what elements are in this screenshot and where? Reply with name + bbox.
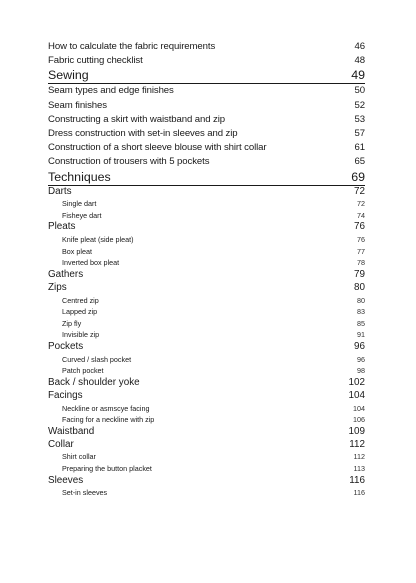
toc-entry[interactable] [48,155,365,169]
toc-entry-title: Constructing a skirt with waistband and zip [48,113,226,125]
toc-topic-title: Back / shoulder yoke [48,377,140,389]
toc-entry-page: 57 [354,127,365,139]
toc-topic-page: 96 [354,341,365,353]
toc-subentry[interactable] [48,354,365,366]
toc-topic-page: 72 [354,185,365,197]
toc-subentry[interactable] [48,365,365,377]
toc-subentry-page: 83 [357,307,365,317]
toc-subentry-page: 85 [357,318,365,328]
toc-entry[interactable] [48,127,365,141]
toc-topic[interactable] [48,475,365,488]
toc-subentry-title: Lapped zip [62,307,98,317]
toc-subentry[interactable] [48,210,365,222]
techniques-list [48,186,365,499]
toc-entry-page: 48 [354,55,365,67]
toc-subentry-title: Patch pocket [62,366,104,376]
toc-entry-title: Fabric cutting checklist [48,55,143,67]
toc-topic-page: 76 [354,221,365,233]
toc-subentry-page: 98 [357,366,365,376]
toc-subentry-page: 91 [357,330,365,340]
toc-subentry-page: 74 [357,210,365,220]
toc-subentry-page: 116 [353,488,365,498]
toc-subentry-title: Fisheye dart [62,210,102,220]
toc-subentry[interactable] [48,451,365,463]
toc-subentry-title: Box pleat [62,246,92,256]
toc-subentry-page: 77 [357,246,365,256]
toc-subentry-page: 80 [357,295,365,305]
toc-topic-title: Darts [48,185,72,197]
toc-subentry[interactable] [48,329,365,341]
toc-subentry-page: 104 [353,403,365,413]
toc-entry[interactable] [48,99,365,113]
section-header-techniques[interactable] [48,170,365,186]
toc-subentry-title: Facing for a neckline with zip [62,415,155,425]
toc-topic-title: Zips [48,281,67,293]
toc-subentry[interactable] [48,403,365,415]
toc-subentry-page: 78 [357,258,365,268]
toc-entry[interactable] [48,84,365,98]
toc-subentry[interactable] [48,318,365,330]
toc-topic-title: Collar [48,438,74,450]
toc-topic[interactable] [48,186,365,199]
section-page: 49 [351,68,365,83]
toc-subentry-title: Knife pleat (side pleat) [62,235,134,245]
toc-topic-page: 112 [349,438,365,450]
toc-entry-title: How to calculate the fabric requirements [48,41,216,52]
toc-subentry-title: Zip fly [62,318,82,328]
toc-subentry-title: Preparing the button placket [62,463,152,473]
toc-topic[interactable] [48,377,365,390]
toc-subentry[interactable] [48,306,365,318]
section-page: 69 [351,169,365,184]
toc-subentry-page: 76 [357,235,365,245]
toc-subentry-title: Single dart [62,199,97,209]
table-of-contents [48,40,365,499]
toc-subentry[interactable] [48,463,365,475]
toc-subentry-page: 106 [353,415,365,425]
toc-entry-page: 50 [354,85,365,97]
toc-subentry-title: Set-in sleeves [62,488,108,498]
toc-topic[interactable] [48,269,365,282]
toc-entry-page: 46 [354,41,365,52]
toc-entry-page: 65 [354,156,365,168]
toc-subentry[interactable] [48,487,365,499]
toc-subentry-page: 72 [357,199,365,209]
toc-subentry-title: Shirt collar [62,452,96,462]
toc-entry-title: Dress construction with set-in sleeves and zip [48,127,238,139]
toc-topic-page: 102 [348,377,365,389]
toc-subentry-page: 112 [353,452,365,462]
toc-topic-title: Facings [48,389,83,401]
section-header-sewing[interactable] [48,68,365,84]
toc-subentry[interactable] [48,414,365,426]
toc-subentry-title: Centred zip [62,295,99,305]
toc-entry-title: Construction of a short sleeve blouse with shirt collar [48,142,267,154]
toc-topic-title: Pleats [48,221,76,233]
toc-subentry-page: 96 [357,354,365,364]
toc-entry-title: Seam types and edge finishes [48,85,174,97]
toc-topic-title: Pockets [48,341,84,353]
toc-subentry[interactable] [48,295,365,307]
toc-subentry-title: Inverted box pleat [62,258,120,268]
toc-entry-title: Construction of trousers with 5 pockets [48,156,210,168]
toc-entry-page: 53 [354,113,365,125]
toc-topic-page: 80 [354,281,365,293]
toc-topic-page: 109 [348,425,365,437]
toc-entry[interactable] [48,113,365,127]
toc-subentry[interactable] [48,246,365,258]
toc-topic-page: 79 [354,269,365,281]
toc-subentry[interactable] [48,198,365,210]
toc-entry-page: 61 [354,142,365,154]
toc-subentry[interactable] [48,257,365,269]
toc-entry-title: Seam finishes [48,99,107,111]
toc-topic-title: Waistband [48,425,95,437]
section-title: Techniques [48,169,111,184]
toc-entry-page: 52 [354,99,365,111]
toc-topic[interactable] [48,390,365,403]
toc-subentry[interactable] [48,234,365,246]
section-title: Sewing [48,68,89,83]
toc-topic[interactable] [48,221,365,234]
toc-topic-title: Gathers [48,269,84,281]
toc-topic-page: 104 [348,389,365,401]
toc-topic[interactable] [48,282,365,295]
toc-topic-page: 116 [349,474,365,486]
toc-subentry-title: Neckline or asmscye facing [62,403,150,413]
toc-entry[interactable] [48,54,365,68]
toc-subentry-title: Invisible zip [62,330,100,340]
toc-topic[interactable] [48,439,365,452]
toc-topic[interactable] [48,341,365,354]
toc-subentry-page: 113 [353,463,365,473]
toc-subentry-title: Curved / slash pocket [62,354,132,364]
toc-entry[interactable] [48,40,365,54]
toc-topic-title: Sleeves [48,474,84,486]
toc-topic[interactable] [48,426,365,439]
toc-entry[interactable] [48,141,365,155]
